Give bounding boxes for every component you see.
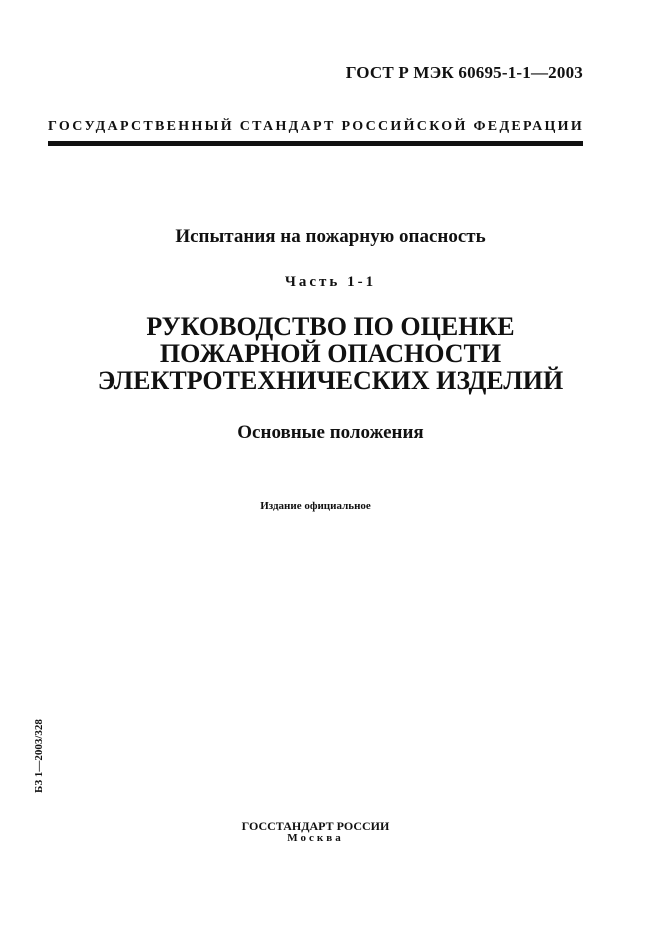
header-rule (48, 141, 583, 146)
main-title-line: ЭЛЕКТРОТЕХНИЧЕСКИХ ИЗДЕЛИЙ (97, 366, 564, 395)
standard-designation: ГОСТ Р МЭК 60695-1-1—2003 (345, 63, 583, 82)
state-standard-heading: ГОСУДАРСТВЕННЫЙ СТАНДАРТ РОССИЙСКОЙ ФЕДЕРАЦИИ (48, 119, 585, 134)
main-title-line: РУКОВОДСТВО ПО ОЦЕНКЕ (146, 312, 515, 341)
document-part: Часть 1-1 (284, 274, 377, 290)
document-subject: Испытания на пожарную опасность (175, 226, 486, 247)
main-title-line: ПОЖАРНОЙ ОПАСНОСТИ (159, 339, 502, 368)
side-catalog-code: БЗ 1—2003/328 (33, 719, 45, 793)
publisher-name: ГОССТАНДАРТ РОССИИ (241, 819, 390, 833)
edition-note: Издание официальное (260, 500, 371, 512)
publisher-city: Москва (287, 832, 344, 844)
main-title (0, 313, 661, 394)
document-subtitle: Основные положения (237, 422, 424, 443)
